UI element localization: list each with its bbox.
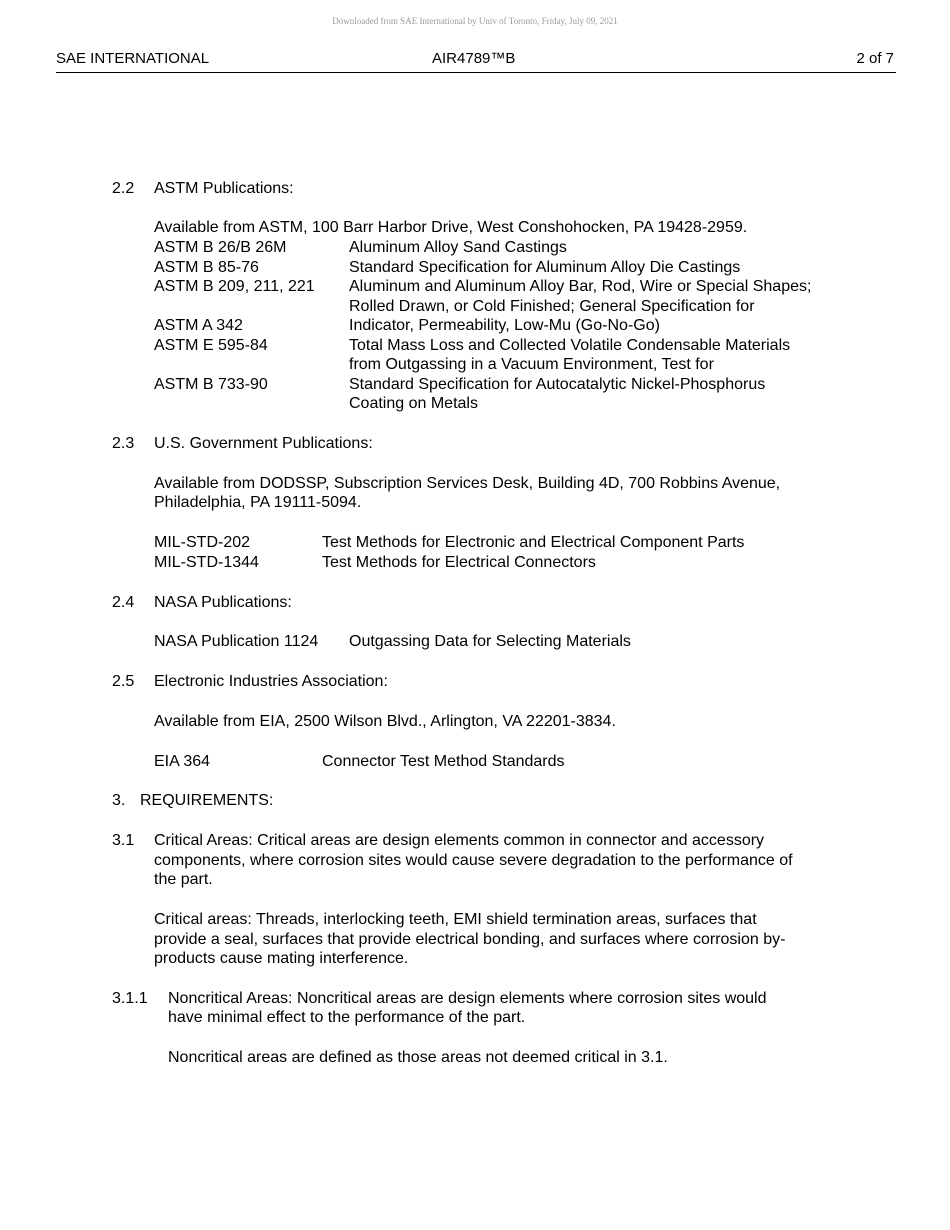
section-2-5-number: 2.5 — [112, 673, 135, 690]
ref-description: Standard Specification for Autocatalytic Nickel-Phosphorus — [349, 376, 766, 393]
ref-description: Connector Test Method Standards — [322, 753, 565, 770]
critical-areas-list: provide a seal, surfaces that provide electrical bonding, and surfaces where corrosion by- — [154, 931, 786, 948]
ref-code: ASTM B 209, 211, 221 — [154, 278, 315, 295]
header-page-number: 2 of 7 — [856, 50, 894, 67]
download-watermark: Downloaded from SAE International by Univ of Toronto, Friday, July 09, 2021 — [332, 16, 618, 26]
section-2-2-number: 2.2 — [112, 180, 135, 197]
ref-description: Total Mass Loss and Collected Volatile Condensable Materials — [349, 337, 791, 354]
critical-areas-list: products cause mating interference. — [154, 950, 409, 967]
ref-code: MIL-STD-1344 — [154, 554, 259, 571]
header-document-number: AIR4789™B — [432, 50, 516, 67]
ref-description: Test Methods for Electronic and Electrical Component Parts — [322, 534, 745, 551]
section-2-2-title: ASTM Publications: — [154, 180, 294, 197]
section-3-title: REQUIREMENTS: — [140, 792, 274, 809]
noncritical-areas-text: Noncritical Areas: Noncritical areas are design elements where corrosion sites would — [168, 990, 767, 1007]
section-2-3-number: 2.3 — [112, 435, 135, 452]
section-2-4-number: 2.4 — [112, 594, 135, 611]
critical-areas-list: Critical areas: Threads, interlocking teeth, EMI shield termination areas, surfaces that — [154, 911, 757, 928]
section-2-4-title: NASA Publications: — [154, 594, 292, 611]
ref-code: ASTM B 85-76 — [154, 259, 259, 276]
critical-areas-text: components, where corrosion sites would cause severe degradation to the performance of — [154, 852, 793, 869]
section-2-5-title: Electronic Industries Association: — [154, 673, 388, 690]
noncritical-areas-text: have minimal effect to the performance of the part. — [168, 1009, 526, 1026]
section-3-number: 3. — [112, 792, 126, 809]
ref-code: ASTM B 26/B 26M — [154, 239, 287, 256]
ref-code: EIA 364 — [154, 753, 211, 770]
ref-description: Standard Specification for Aluminum Alloy Die Castings — [349, 259, 741, 276]
ref-description: Test Methods for Electrical Connectors — [322, 554, 596, 571]
ref-code: ASTM E 595-84 — [154, 337, 268, 354]
critical-areas-text: Critical Areas: Critical areas are design elements common in connector and accessory — [154, 832, 765, 849]
ref-description: Coating on Metals — [349, 395, 478, 412]
section-2-3-title: U.S. Government Publications: — [154, 435, 373, 452]
ref-description: Outgassing Data for Selecting Materials — [349, 633, 631, 650]
ref-code: ASTM A 342 — [154, 317, 243, 334]
header-publisher: SAE INTERNATIONAL — [56, 50, 210, 67]
ref-description: Aluminum and Aluminum Alloy Bar, Rod, Wire or Special Shapes; — [349, 278, 812, 295]
ref-description: Rolled Drawn, or Cold Finished; General Specification for — [349, 298, 755, 315]
ref-description: Indicator, Permeability, Low-Mu (Go-No-Go) — [349, 317, 660, 334]
section-3-1-number: 3.1 — [112, 832, 135, 849]
astm-availability: Available from ASTM, 100 Barr Harbor Drive, West Conshohocken, PA 19428-2959. — [154, 219, 748, 236]
dodssp-availability: Philadelphia, PA 19111-5094. — [154, 494, 362, 511]
dodssp-availability: Available from DODSSP, Subscription Services Desk, Building 4D, 700 Robbins Avenue, — [154, 475, 781, 492]
ref-description: Aluminum Alloy Sand Castings — [349, 239, 567, 256]
ref-code: MIL-STD-202 — [154, 534, 251, 551]
ref-description: from Outgassing in a Vacuum Environment, Test for — [349, 356, 714, 373]
eia-availability: Available from EIA, 2500 Wilson Blvd., Arlington, VA 22201-3834. — [154, 713, 616, 730]
noncritical-areas-definition: Noncritical areas are defined as those areas not deemed critical in 3.1. — [168, 1049, 668, 1066]
page-header — [56, 50, 896, 73]
critical-areas-text: the part. — [154, 871, 213, 888]
ref-code: NASA Publication 1124 — [154, 633, 319, 650]
ref-code: ASTM B 733-90 — [154, 376, 268, 393]
section-3-1-1-number: 3.1.1 — [112, 990, 148, 1007]
